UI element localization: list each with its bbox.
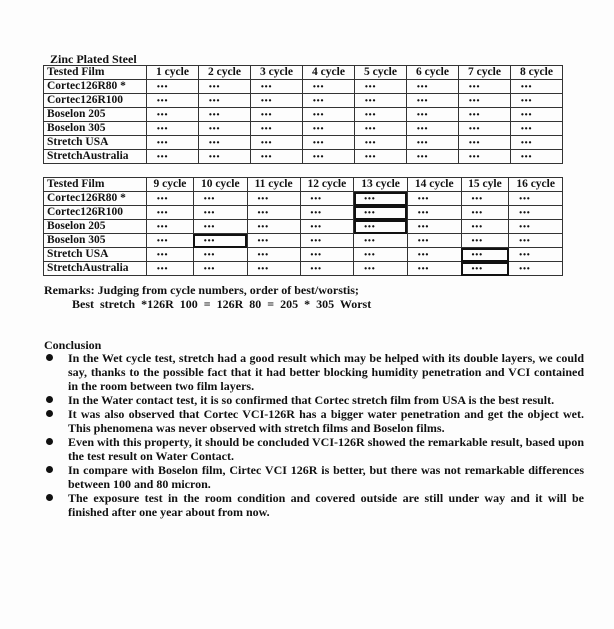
rating-cell: •••: [459, 80, 511, 94]
table-row: [44, 248, 563, 262]
conclusion-text: The exposure test in the room condition and covered outside are still under way and it will be finished after one year about from now.: [68, 491, 584, 519]
rating-cell: •••: [354, 234, 408, 248]
conclusion-text: It was also observed that Cortec VCI-126R has a bigger water penetration and get the object wet. This phenomena was never observed with stretch films and Boselon films.: [68, 407, 584, 435]
conclusion-title: Conclusion: [44, 338, 102, 352]
film-name: StretchAustralia: [44, 150, 147, 164]
rating-cell: •••: [147, 192, 194, 206]
rating-cell: •••: [354, 220, 408, 234]
rating-cell: •••: [199, 150, 251, 164]
table-row: [44, 94, 563, 108]
rating-cell: •••: [459, 136, 511, 150]
rating-cell: •••: [300, 220, 354, 234]
column-header-cycle: 3 cycle: [251, 66, 303, 80]
rating-cell: •••: [459, 108, 511, 122]
bullet-icon: [46, 354, 53, 361]
conclusion-text: In compare with Boselon film, Cirtec VCI 126R is better, but there was not remarkable differences between 100 and 80 micron.: [68, 463, 584, 491]
film-name: Stretch USA: [44, 136, 147, 150]
rating-cell: •••: [300, 262, 354, 276]
table-row: [44, 234, 563, 248]
rating-cell: •••: [407, 94, 459, 108]
rating-cell: •••: [251, 80, 303, 94]
rating-cell: •••: [147, 220, 194, 234]
rating-cell: •••: [511, 136, 563, 150]
column-header-film: Tested Film: [44, 66, 147, 80]
rating-cell: •••: [511, 80, 563, 94]
column-header-cycle: 16 cycle: [509, 178, 563, 192]
film-name: Cortec126R80 *: [44, 80, 147, 94]
conclusion-list: [44, 351, 584, 519]
conclusion-item: [44, 463, 584, 491]
rating-cell: •••: [300, 206, 354, 220]
table-row: [44, 192, 563, 206]
rating-cell: •••: [303, 122, 355, 136]
bullet-icon: [46, 410, 53, 417]
rating-cell: •••: [193, 262, 247, 276]
rating-cell: •••: [147, 122, 199, 136]
rating-cell: •••: [193, 192, 247, 206]
column-header-cycle: 12 cycle: [300, 178, 354, 192]
rating-cell: •••: [354, 206, 408, 220]
rating-cell: •••: [199, 122, 251, 136]
section-title: Zinc Plated Steel: [50, 52, 137, 66]
column-header-cycle: 11 cycle: [247, 178, 300, 192]
column-header-cycle: 6 cycle: [407, 66, 459, 80]
rating-cell: •••: [459, 150, 511, 164]
rating-cell: •••: [303, 108, 355, 122]
column-header-cycle: 7 cycle: [459, 66, 511, 80]
rating-cell: •••: [407, 80, 459, 94]
rating-cell: •••: [511, 150, 563, 164]
rating-cell: •••: [461, 248, 509, 262]
rating-cell: •••: [193, 248, 247, 262]
conclusion-item: [44, 407, 584, 435]
table-header-row: [44, 178, 563, 192]
rating-cell: •••: [407, 108, 459, 122]
rating-cell: •••: [354, 192, 408, 206]
rating-cell: •••: [459, 122, 511, 136]
rating-cell: •••: [303, 150, 355, 164]
rating-cell: •••: [147, 206, 194, 220]
rating-cell: •••: [147, 136, 199, 150]
column-header-cycle: 10 cycle: [193, 178, 247, 192]
rating-cell: •••: [193, 220, 247, 234]
rating-cell: •••: [407, 262, 461, 276]
conclusion-item: [44, 351, 584, 393]
table-row: [44, 122, 563, 136]
conclusion-item: [44, 435, 584, 463]
column-header-film: Tested Film: [44, 178, 147, 192]
rating-cell: •••: [193, 234, 247, 248]
table-header-row: [44, 66, 563, 80]
bullet-icon: [46, 494, 53, 501]
rating-cell: •••: [247, 248, 300, 262]
rating-cell: •••: [461, 262, 509, 276]
rating-cell: •••: [247, 192, 300, 206]
rating-cell: •••: [355, 150, 407, 164]
rating-cell: •••: [147, 150, 199, 164]
remarks-text: Remarks: Judging from cycle numbers, order of best/worstis;: [44, 283, 359, 297]
table-row: [44, 108, 563, 122]
bullet-icon: [46, 396, 53, 403]
rating-cell: •••: [354, 248, 408, 262]
column-header-cycle: 13 cycle: [354, 178, 408, 192]
rating-cell: •••: [300, 234, 354, 248]
rating-cell: •••: [407, 122, 459, 136]
rating-cell: •••: [355, 80, 407, 94]
rating-cell: •••: [407, 192, 461, 206]
rating-cell: •••: [303, 136, 355, 150]
rating-cell: •••: [511, 122, 563, 136]
column-header-cycle: 1 cycle: [147, 66, 199, 80]
rating-cell: •••: [147, 94, 199, 108]
film-name: StretchAustralia: [44, 262, 147, 276]
table-row: [44, 80, 563, 94]
ranking-text: Best stretch *126R 100 = 126R 80 = 205 * 305 Worst: [72, 297, 372, 311]
table-row: [44, 220, 563, 234]
rating-cell: •••: [251, 94, 303, 108]
rating-cell: •••: [355, 108, 407, 122]
rating-cell: •••: [459, 94, 511, 108]
film-name: Stretch USA: [44, 248, 147, 262]
rating-cell: •••: [407, 206, 461, 220]
rating-cell: •••: [193, 206, 247, 220]
rating-cell: •••: [355, 94, 407, 108]
rating-cell: •••: [300, 192, 354, 206]
rating-cell: •••: [509, 192, 563, 206]
rating-cell: •••: [461, 192, 509, 206]
rating-cell: •••: [303, 94, 355, 108]
cycle-table-9-16: [43, 177, 563, 276]
column-header-cycle: 9 cycle: [147, 178, 194, 192]
rating-cell: •••: [509, 206, 563, 220]
rating-cell: •••: [354, 262, 408, 276]
rating-cell: •••: [251, 108, 303, 122]
film-name: Boselon 205: [44, 220, 147, 234]
film-name: Boselon 305: [44, 122, 147, 136]
rating-cell: •••: [147, 80, 199, 94]
rating-cell: •••: [147, 108, 199, 122]
rating-cell: •••: [300, 248, 354, 262]
rating-cell: •••: [247, 206, 300, 220]
table-row: [44, 136, 563, 150]
conclusion-text: In the Water contact test, it is so confirmed that Cortec stretch film from USA is the best result.: [68, 393, 555, 407]
rating-cell: •••: [251, 150, 303, 164]
film-name: Boselon 305: [44, 234, 147, 248]
rating-cell: •••: [461, 220, 509, 234]
rating-cell: •••: [147, 248, 194, 262]
rating-cell: •••: [407, 150, 459, 164]
rating-cell: •••: [509, 262, 563, 276]
film-name: Cortec126R100: [44, 206, 147, 220]
column-header-cycle: 5 cycle: [355, 66, 407, 80]
rating-cell: •••: [407, 234, 461, 248]
rating-cell: •••: [407, 248, 461, 262]
table-row: [44, 150, 563, 164]
conclusion-item: [44, 393, 584, 407]
rating-cell: •••: [511, 94, 563, 108]
table-row: [44, 262, 563, 276]
rating-cell: •••: [509, 234, 563, 248]
cycle-table-1-8: [43, 65, 563, 164]
conclusion-item: [44, 491, 584, 519]
rating-cell: •••: [199, 80, 251, 94]
rating-cell: •••: [303, 80, 355, 94]
conclusion-text: In the Wet cycle test, stretch had a good result which may be helped with its double layers, we could say, thanks to the possible fact that it had better blocking humidity penetration and VCI contained in the room between two film layers.: [68, 351, 584, 393]
rating-cell: •••: [199, 94, 251, 108]
rating-cell: •••: [251, 122, 303, 136]
rating-cell: •••: [251, 136, 303, 150]
column-header-cycle: 8 cycle: [511, 66, 563, 80]
rating-cell: •••: [355, 136, 407, 150]
rating-cell: •••: [407, 136, 459, 150]
rating-cell: •••: [461, 234, 509, 248]
rating-cell: •••: [509, 248, 563, 262]
film-name: Cortec126R100: [44, 94, 147, 108]
rating-cell: •••: [147, 262, 194, 276]
rating-cell: •••: [509, 220, 563, 234]
rating-cell: •••: [407, 220, 461, 234]
rating-cell: •••: [511, 108, 563, 122]
rating-cell: •••: [461, 206, 509, 220]
column-header-cycle: 15 cyle: [461, 178, 509, 192]
rating-cell: •••: [247, 220, 300, 234]
conclusion-text: Even with this property, it should be concluded VCI-126R showed the remarkable result, based upon the test result on Water Contact.: [68, 435, 584, 463]
rating-cell: •••: [199, 108, 251, 122]
column-header-cycle: 2 cycle: [199, 66, 251, 80]
bullet-icon: [46, 438, 53, 445]
film-name: Boselon 205: [44, 108, 147, 122]
rating-cell: •••: [147, 234, 194, 248]
rating-cell: •••: [355, 122, 407, 136]
rating-cell: •••: [199, 136, 251, 150]
rating-cell: •••: [247, 262, 300, 276]
column-header-cycle: 4 cycle: [303, 66, 355, 80]
table-row: [44, 206, 563, 220]
rating-cell: •••: [247, 234, 300, 248]
film-name: Cortec126R80 *: [44, 192, 147, 206]
bullet-icon: [46, 466, 53, 473]
column-header-cycle: 14 cycle: [407, 178, 461, 192]
